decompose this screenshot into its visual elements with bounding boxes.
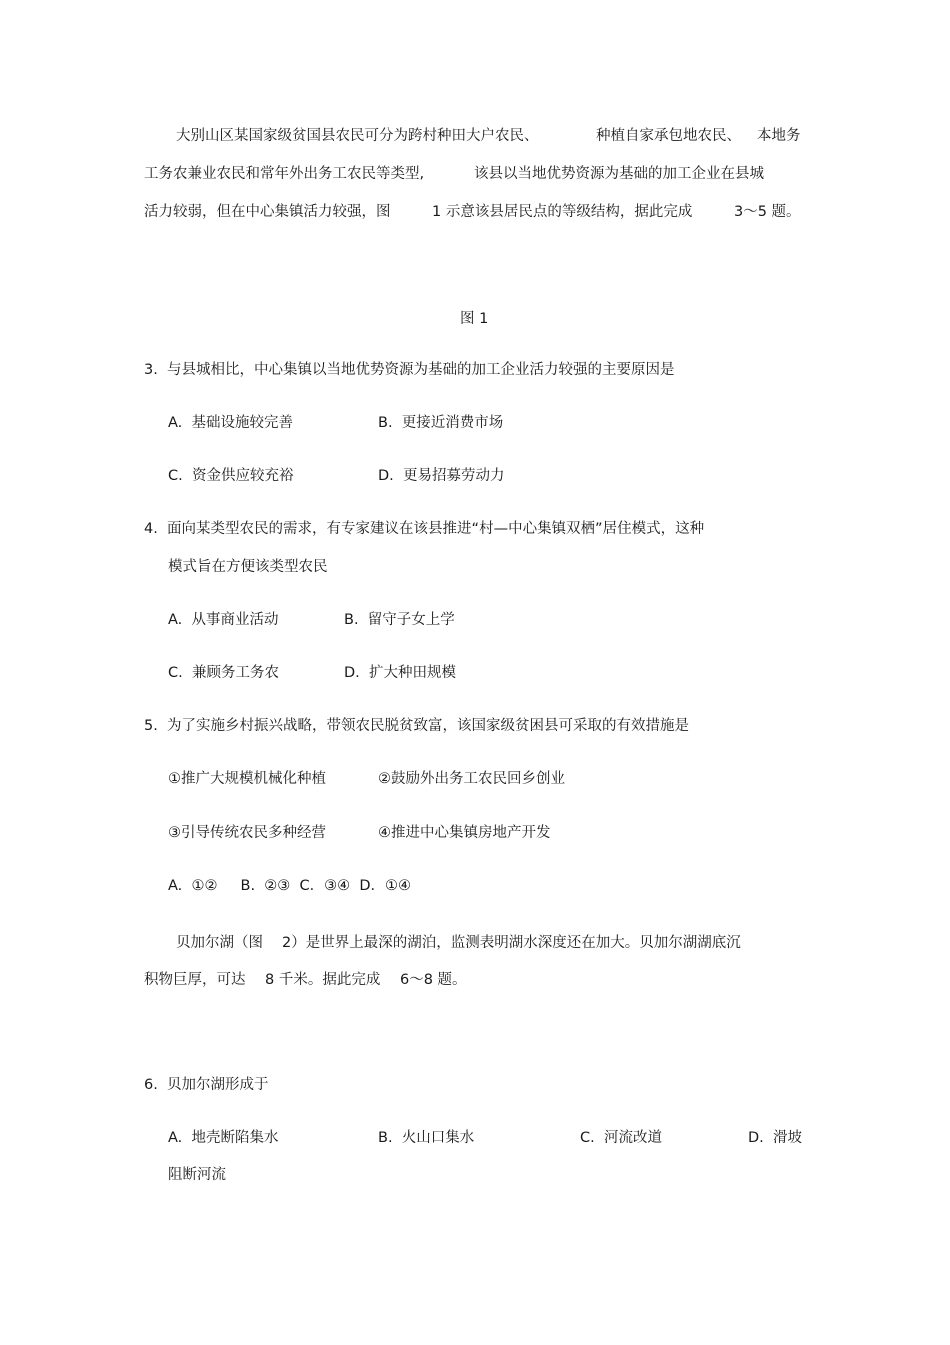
question-3-option-d: D. 更易招募劳动力 <box>378 468 505 484</box>
passage-1-line-2-a: 工务农兼业农民和常年外出务工农民等类型, <box>144 166 425 182</box>
question-5-choices: A. ①② B. ②③ C．③④ D．①④ <box>168 878 412 894</box>
passage-1-line-1-b: 种植自家承包地农民、 <box>596 128 741 144</box>
question-6-option-d: D. 滑坡 <box>748 1130 802 1146</box>
question-3-option-a: A. 基础设施较完善 <box>168 415 293 431</box>
passage-2-line-1-b: 2）是世界上最深的湖泊，监测表明湖水深度还在加大。贝加尔湖湖底沉 <box>282 935 741 951</box>
question-5-statement-4: ④推进中心集镇房地产开发 <box>378 825 551 841</box>
question-6-option-b: B. 火山口集水 <box>378 1130 475 1146</box>
question-6-option-a: A. 地壳断陷集水 <box>168 1130 279 1146</box>
passage-2-line-2-c: 6～8 题。 <box>400 972 467 988</box>
figure-1-caption: 图 1 <box>460 311 489 327</box>
passage-1-line-3-a: 活力较弱，但在中心集镇活力较强，图 <box>144 204 391 220</box>
passage-1-line-2-b: 该县以当地优势资源为基础的加工企业在县城 <box>474 166 764 182</box>
question-4-stem-line-1: 4. 面向某类型农民的需求，有专家建议在该县推进“村—中心集镇双栖”居住模式，这种 <box>144 521 705 537</box>
question-6-option-d-continued: 阻断河流 <box>168 1167 226 1183</box>
question-5-statement-1: ①推广大规模机械化种植 <box>168 771 326 787</box>
question-3-option-c: C. 资金供应较充裕 <box>168 468 294 484</box>
question-5-statement-2: ②鼓励外出务工农民回乡创业 <box>378 771 565 787</box>
question-4-option-d: D. 扩大种田规模 <box>344 665 456 681</box>
question-4-stem-line-2: 模式旨在方便该类型农民 <box>168 559 328 575</box>
passage-1-line-1-c: 本地务 <box>757 128 801 144</box>
question-4-option-b: B. 留守子女上学 <box>344 612 455 628</box>
passage-1-line-1-a: 大别山区某国家级贫国县农民可分为跨村种田大户农民、 <box>176 128 539 144</box>
question-5-statement-3: ③引导传统农民多种经营 <box>168 825 326 841</box>
question-3-stem: 3. 与县城相比，中心集镇以当地优势资源为基础的加工企业活力较强的主要原因是 <box>144 362 675 378</box>
question-4-option-c: C. 兼顾务工务农 <box>168 665 279 681</box>
passage-2-line-2-b: 8 千米。据此完成 <box>265 972 381 988</box>
question-3-option-b: B. 更接近消费市场 <box>378 415 504 431</box>
passage-2-line-1-a: 贝加尔湖（图 <box>176 935 263 951</box>
question-6-option-c: C. 河流改道 <box>580 1130 662 1146</box>
question-5-stem: 5. 为了实施乡村振兴战略，带领农民脱贫致富，该国家级贫困县可采取的有效措施是 <box>144 718 690 734</box>
passage-1-line-3-c: 3～5 题。 <box>734 204 801 220</box>
question-6-stem: 6. 贝加尔湖形成于 <box>144 1077 269 1093</box>
passage-2-line-2-a: 积物巨厚，可达 <box>144 972 246 988</box>
passage-1-line-3-b: 1 示意该县居民点的等级结构，据此完成 <box>432 204 693 220</box>
question-4-option-a: A. 从事商业活动 <box>168 612 279 628</box>
